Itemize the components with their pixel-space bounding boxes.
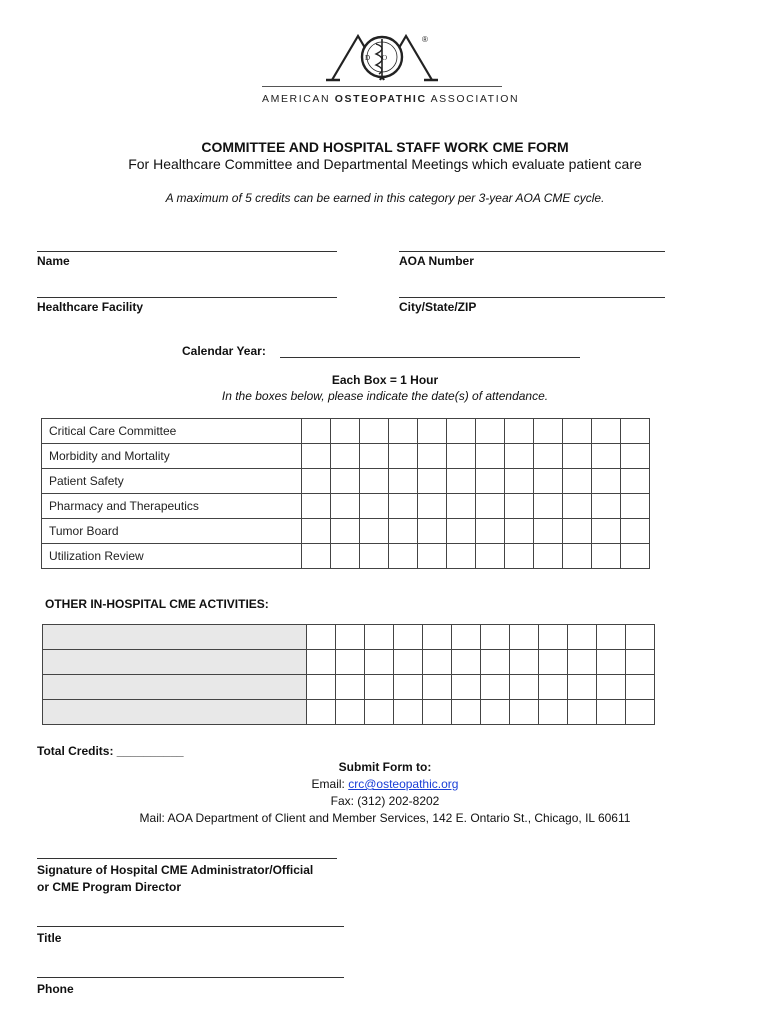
attendance-box[interactable]	[302, 444, 331, 469]
attendance-box[interactable]	[534, 469, 563, 494]
attendance-box[interactable]	[563, 419, 592, 444]
total-credits	[37, 744, 184, 758]
activity-name: Pharmacy and Therapeutics	[42, 494, 302, 519]
box-rule: Each Box = 1 Hour	[331, 373, 439, 387]
attendance-box[interactable]	[510, 625, 539, 650]
attendance-box[interactable]	[336, 675, 365, 700]
calendar-year-input[interactable]	[280, 342, 580, 356]
attendance-box[interactable]	[510, 700, 539, 725]
attendance-box[interactable]	[302, 469, 331, 494]
activity-name[interactable]	[43, 625, 307, 650]
attendance-box[interactable]	[331, 419, 360, 444]
attendance-box[interactable]	[423, 675, 452, 700]
attendance-box[interactable]	[418, 544, 447, 569]
attendance-box[interactable]	[418, 469, 447, 494]
attendance-box[interactable]	[505, 444, 534, 469]
table-row	[42, 519, 650, 544]
aoa-number-line	[399, 251, 665, 252]
logo-divider	[262, 86, 502, 87]
activity-name[interactable]	[43, 675, 307, 700]
attendance-box[interactable]	[534, 544, 563, 569]
name-input[interactable]	[37, 236, 337, 250]
attendance-box[interactable]	[360, 419, 389, 444]
attendance-box[interactable]	[626, 625, 655, 650]
attendance-box[interactable]	[360, 519, 389, 544]
attendance-box[interactable]	[389, 519, 418, 544]
submit-email: Email: crc@osteopathic.org	[311, 777, 459, 791]
attendance-box[interactable]	[539, 675, 568, 700]
attendance-box[interactable]	[360, 544, 389, 569]
attendance-box[interactable]	[389, 419, 418, 444]
attendance-box[interactable]	[307, 650, 336, 675]
attendance-box[interactable]	[568, 625, 597, 650]
attendance-box[interactable]	[481, 700, 510, 725]
attendance-box[interactable]	[597, 700, 626, 725]
attendance-box[interactable]	[452, 700, 481, 725]
attendance-box[interactable]	[476, 469, 505, 494]
total-credits-blank[interactable]: __________	[116, 744, 184, 758]
activity-name[interactable]	[43, 700, 307, 725]
city-input[interactable]	[399, 282, 665, 296]
attendance-box[interactable]	[539, 700, 568, 725]
attendance-box[interactable]	[621, 419, 650, 444]
name-line	[37, 251, 337, 252]
attendance-box[interactable]	[365, 650, 394, 675]
attendance-box[interactable]	[394, 625, 423, 650]
attendance-box[interactable]	[307, 675, 336, 700]
attendance-box[interactable]	[331, 444, 360, 469]
attendance-box[interactable]	[365, 675, 394, 700]
attendance-box[interactable]	[418, 444, 447, 469]
table-row	[43, 650, 655, 675]
table-row	[42, 444, 650, 469]
title-input[interactable]	[37, 911, 344, 925]
logo-letters: AOA	[380, 106, 384, 107]
activity-name: Morbidity and Mortality	[42, 444, 302, 469]
title-label: Title	[37, 931, 62, 945]
phone-line	[37, 977, 344, 978]
activity-name[interactable]	[43, 650, 307, 675]
attendance-box[interactable]	[505, 469, 534, 494]
attendance-box[interactable]	[505, 519, 534, 544]
attendance-box[interactable]	[505, 494, 534, 519]
attendance-box[interactable]	[418, 419, 447, 444]
attendance-box[interactable]	[418, 494, 447, 519]
attendance-box[interactable]	[360, 494, 389, 519]
table-row	[43, 675, 655, 700]
attendance-box[interactable]	[621, 544, 650, 569]
table-row	[42, 469, 650, 494]
calendar-year-line	[280, 357, 580, 358]
attendance-box[interactable]	[476, 444, 505, 469]
attendance-box[interactable]	[534, 444, 563, 469]
attendance-box[interactable]	[626, 675, 655, 700]
attendance-box[interactable]	[505, 419, 534, 444]
submit-title: Submit Form to:	[338, 760, 432, 774]
attendance-box[interactable]	[447, 544, 476, 569]
attendance-box[interactable]	[592, 419, 621, 444]
attendance-box[interactable]	[621, 494, 650, 519]
attendance-box[interactable]	[592, 494, 621, 519]
submit-fax: Fax: (312) 202-8202	[330, 794, 440, 808]
activity-name: Utilization Review	[42, 544, 302, 569]
activity-name: Patient Safety	[42, 469, 302, 494]
attendance-box[interactable]	[302, 419, 331, 444]
attendance-box[interactable]	[481, 650, 510, 675]
logo-seal-letters: DO	[364, 54, 400, 62]
calendar-year-label: Calendar Year:	[182, 344, 266, 358]
attendance-box[interactable]	[481, 675, 510, 700]
attendance-box[interactable]	[563, 494, 592, 519]
attendance-box[interactable]	[481, 625, 510, 650]
attendance-box[interactable]	[307, 625, 336, 650]
attendance-box[interactable]	[563, 519, 592, 544]
attendance-box[interactable]	[302, 494, 331, 519]
attendance-box[interactable]	[505, 544, 534, 569]
attendance-box[interactable]	[365, 700, 394, 725]
attendance-box[interactable]	[592, 519, 621, 544]
attendance-box[interactable]	[592, 469, 621, 494]
attendance-box[interactable]	[597, 650, 626, 675]
attendance-box[interactable]	[592, 444, 621, 469]
email-link[interactable]: crc@osteopathic.org	[348, 777, 459, 791]
attendance-box[interactable]	[563, 444, 592, 469]
attendance-box[interactable]	[394, 700, 423, 725]
attendance-box[interactable]	[534, 494, 563, 519]
attendance-box[interactable]	[389, 494, 418, 519]
form-subtitle: For Healthcare Committee and Departmental Meetings which evaluate patient care	[128, 156, 642, 172]
logo-registered-mark: ®	[422, 35, 428, 44]
title-line	[37, 926, 344, 927]
attendance-box[interactable]	[534, 419, 563, 444]
attendance-box[interactable]	[394, 650, 423, 675]
submit-mail: Mail: AOA Department of Client and Member Services, 142 E. Ontario St., Chicago, IL 60611	[139, 811, 631, 825]
attendance-box[interactable]	[336, 625, 365, 650]
facility-label: Healthcare Facility	[37, 300, 144, 314]
attendance-box[interactable]	[447, 519, 476, 544]
attendance-box[interactable]	[476, 494, 505, 519]
table-row	[42, 544, 650, 569]
total-credits-label: Total Credits:	[37, 744, 114, 758]
table-row	[43, 625, 655, 650]
attendance-box[interactable]	[568, 675, 597, 700]
attendance-box[interactable]	[452, 625, 481, 650]
form-title: COMMITTEE AND HOSPITAL STAFF WORK CME FORM	[201, 139, 569, 155]
facility-input[interactable]	[37, 282, 337, 296]
aoa-number-input[interactable]	[399, 236, 665, 250]
attendance-box[interactable]	[423, 650, 452, 675]
attendance-box[interactable]	[510, 675, 539, 700]
signature-label-2: or CME Program Director	[37, 880, 182, 894]
attendance-box[interactable]	[360, 444, 389, 469]
attendance-box[interactable]	[389, 469, 418, 494]
attendance-box[interactable]	[447, 494, 476, 519]
attendance-hint: In the boxes below, please indicate the date(s) of attendance.	[221, 389, 549, 403]
attendance-box[interactable]	[336, 700, 365, 725]
attendance-box[interactable]	[307, 700, 336, 725]
attendance-box[interactable]	[563, 469, 592, 494]
attendance-box[interactable]	[418, 519, 447, 544]
signature-line[interactable]	[37, 858, 337, 859]
other-activities-grid	[42, 624, 655, 725]
attendance-box[interactable]	[534, 519, 563, 544]
attendance-box[interactable]	[302, 544, 331, 569]
attendance-box[interactable]	[331, 519, 360, 544]
attendance-box[interactable]	[597, 625, 626, 650]
attendance-box[interactable]	[510, 650, 539, 675]
attendance-box[interactable]	[568, 650, 597, 675]
attendance-box[interactable]	[447, 419, 476, 444]
attendance-box[interactable]	[331, 544, 360, 569]
attendance-box[interactable]	[539, 650, 568, 675]
attendance-box[interactable]	[423, 625, 452, 650]
city-label: City/State/ZIP	[399, 300, 477, 314]
name-label: Name	[37, 254, 70, 268]
attendance-box[interactable]	[476, 544, 505, 569]
table-row	[43, 700, 655, 725]
attendance-box[interactable]	[360, 469, 389, 494]
city-line	[399, 297, 665, 298]
facility-line	[37, 297, 337, 298]
phone-label: Phone	[37, 982, 74, 996]
signature-label-1: Signature of Hospital CME Administrator/Official	[37, 863, 314, 877]
attendance-box[interactable]	[452, 650, 481, 675]
attendance-box[interactable]	[621, 519, 650, 544]
attendance-box[interactable]	[539, 625, 568, 650]
attendance-box[interactable]	[568, 700, 597, 725]
aoa-number-label: AOA Number	[399, 254, 474, 268]
activity-name: Tumor Board	[42, 519, 302, 544]
attendance-box[interactable]	[389, 444, 418, 469]
attendance-box[interactable]	[336, 650, 365, 675]
attendance-box[interactable]	[476, 519, 505, 544]
attendance-box[interactable]	[331, 469, 360, 494]
attendance-box[interactable]	[331, 494, 360, 519]
attendance-box[interactable]	[452, 675, 481, 700]
org-name: AMERICAN OSTEOPATHIC ASSOCIATION	[262, 93, 520, 105]
attendance-box[interactable]	[389, 544, 418, 569]
attendance-box[interactable]	[447, 444, 476, 469]
activities-grid	[41, 418, 650, 569]
attendance-box[interactable]	[621, 469, 650, 494]
attendance-box[interactable]	[626, 650, 655, 675]
attendance-box[interactable]	[302, 519, 331, 544]
activity-name: Critical Care Committee	[42, 419, 302, 444]
table-row	[42, 419, 650, 444]
attendance-box[interactable]	[621, 444, 650, 469]
attendance-box[interactable]	[597, 675, 626, 700]
other-activities-label: OTHER IN-HOSPITAL CME ACTIVITIES:	[45, 597, 269, 611]
attendance-box[interactable]	[563, 544, 592, 569]
attendance-box[interactable]	[394, 675, 423, 700]
phone-input[interactable]	[37, 962, 344, 976]
credit-limit-note: A maximum of 5 credits can be earned in this category per 3-year AOA CME cycle.	[165, 191, 605, 205]
attendance-box[interactable]	[365, 625, 394, 650]
attendance-box[interactable]	[592, 544, 621, 569]
attendance-box[interactable]	[626, 700, 655, 725]
attendance-box[interactable]	[423, 700, 452, 725]
table-row	[42, 494, 650, 519]
attendance-box[interactable]	[447, 469, 476, 494]
attendance-box[interactable]	[476, 419, 505, 444]
